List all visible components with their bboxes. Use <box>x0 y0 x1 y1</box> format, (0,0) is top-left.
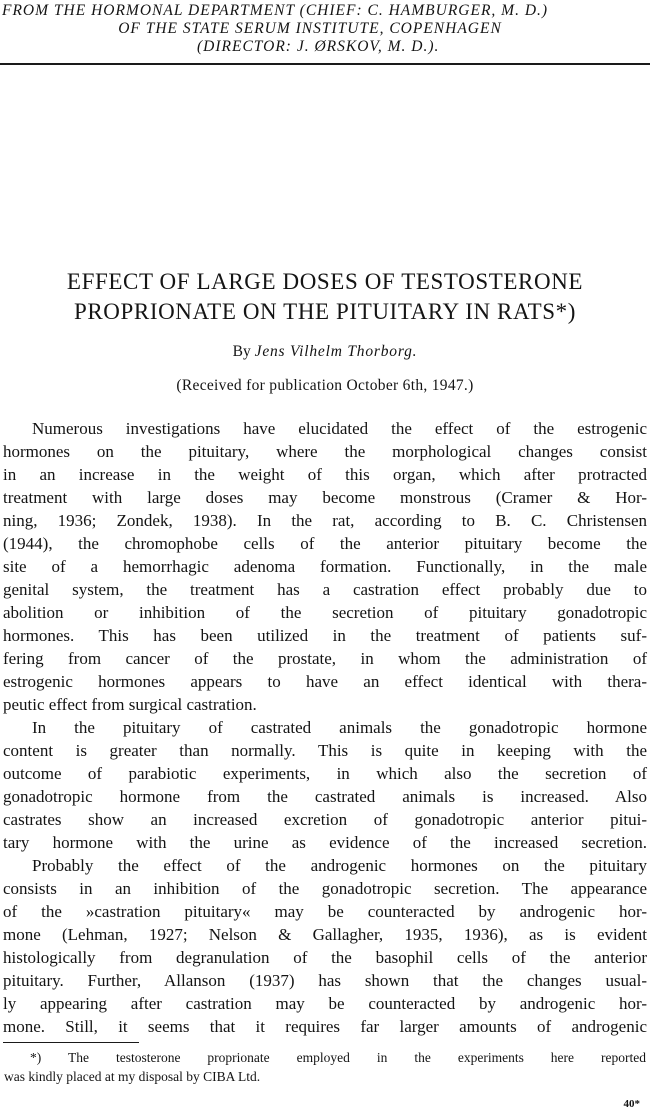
body-line: In the pituitary of castrated animals the gonadotropic hormone <box>32 718 647 737</box>
body-line: mone. Still, it seems that it requires far larger amounts of androgenic <box>3 1017 647 1036</box>
body-line: Numerous investigations have elucidated the effect of the estrogenic <box>32 419 647 438</box>
body-line: histologically from degranulation of the basophil cells of the anterior <box>3 948 647 967</box>
affiliation-line-3: (DIRECTOR: J. ØRSKOV, M. D.). <box>197 38 440 55</box>
body-line: genital system, the treatment has a castration effect probably due to <box>3 580 647 599</box>
page-number: 40* <box>623 1098 640 1110</box>
body-line: ly appearing after castration may be counteracted by androgenic hor- <box>3 994 647 1013</box>
body-line: treatment with large doses may become monstrous (Cramer & Hor- <box>3 488 647 507</box>
body-line: fering from cancer of the prostate, in whom the administration of <box>3 649 647 668</box>
byline <box>0 343 650 361</box>
body-line: tary hormone with the urine as evidence of the increased secretion. <box>3 833 647 852</box>
footnote-line-1: *) The testosterone proprionate employed in the experiments here reported <box>30 1050 646 1065</box>
body-line: consists in an inhibition of the gonadotropic secretion. The appearance <box>3 879 647 898</box>
header-rule <box>0 63 650 65</box>
body-line: Probably the effect of the androgenic hormones on the pituitary <box>32 856 647 875</box>
body-line: content is greater than normally. This is quite in keeping with the <box>3 741 647 760</box>
body-line: (1944), the chromophobe cells of the anterior pituitary become the <box>3 534 647 553</box>
body-line: of the »castration pituitary« may be counteracted by androgenic hor- <box>3 902 647 921</box>
article-title-line-2: PROPRIONATE ON THE PITUITARY IN RATS*) <box>73 299 577 324</box>
body-line: pituitary. Further, Allanson (1937) has shown that the changes usual- <box>3 971 647 990</box>
body-line: abolition or inhibition of the secretion of pituitary gonadotropic <box>3 603 647 622</box>
author-name: Jens Vilhelm Thorborg. <box>254 343 418 360</box>
affiliation-line-1: FROM THE HORMONAL DEPARTMENT (CHIEF: C. HAMBURGER, M. D.) <box>2 2 549 19</box>
footnote-rule <box>3 1042 139 1043</box>
body-line: castrates show an increased excretion of gonadotropic anterior pitui- <box>3 810 647 829</box>
body-line: hormones. This has been utilized in the treatment of patients suf- <box>3 626 647 645</box>
body-line: mone (Lehman, 1927; Nelson & Gallagher, 1935, 1936), as is evident <box>3 925 647 944</box>
body-line: ning, 1936; Zondek, 1938). In the rat, according to B. C. Christensen <box>3 511 647 530</box>
body-line: estrogenic hormones appears to have an effect identical with thera- <box>3 672 647 691</box>
article-title-line-1: EFFECT OF LARGE DOSES OF TESTOSTERONE <box>66 269 584 294</box>
body-line: hormones on the pituitary, where the morphological changes consist <box>3 442 647 461</box>
body-line: site of a hemorrhagic adenoma formation. Functionally, in the male <box>3 557 647 576</box>
received-date: (Received for publication October 6th, 1947.) <box>176 377 474 394</box>
body-line: peutic effect from surgical castration. <box>3 695 257 714</box>
body-line: gonadotropic hormone from the castrated animals is increased. Also <box>3 787 647 806</box>
footnote-line-2: was kindly placed at my disposal by CIBA Ltd. <box>4 1069 261 1084</box>
body-line: in an increase in the weight of this organ, which after protracted <box>3 465 647 484</box>
body-line: outcome of parabiotic experiments, in which also the secretion of <box>3 764 647 783</box>
affiliation-line-2: OF THE STATE SERUM INSTITUTE, COPENHAGEN <box>118 20 502 37</box>
by-label: By <box>232 343 251 360</box>
